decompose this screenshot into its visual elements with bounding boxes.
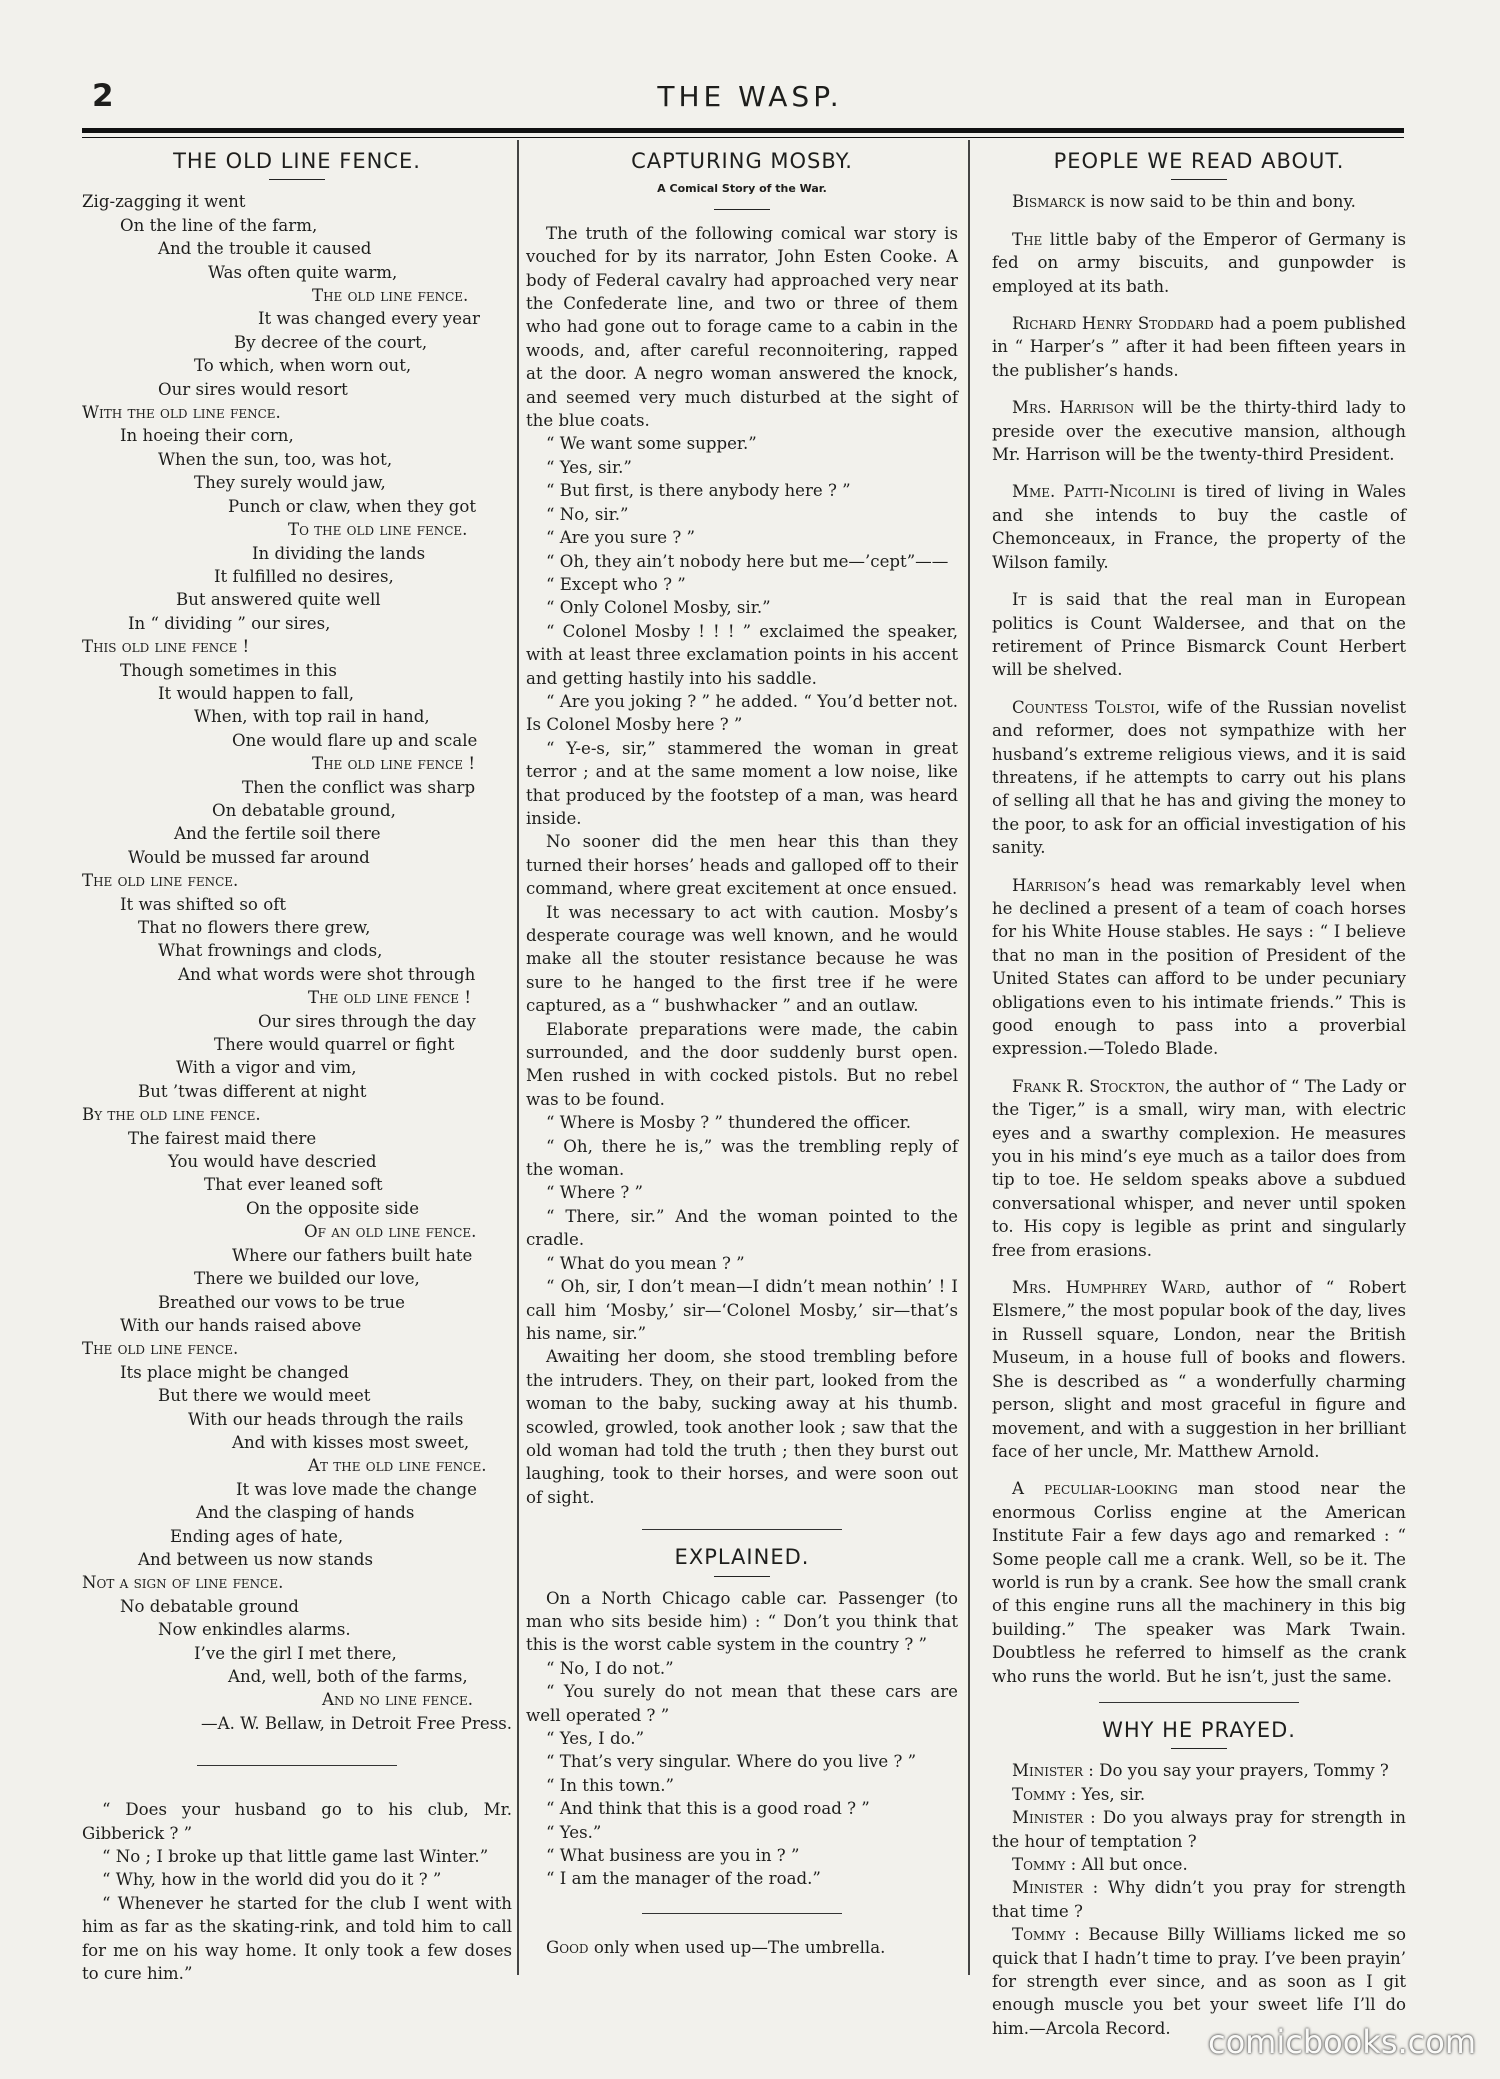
speaker-text: : All but once. (1065, 1855, 1188, 1874)
column-rule-right (968, 140, 970, 1975)
title-rule (269, 179, 325, 180)
people-item-name: A peculiar-looking (1012, 1479, 1178, 1499)
poem-line: And what words were shot through (178, 964, 476, 984)
people-item-text: man stood near the enormous Corliss engine at the American Institute Fair a few days ago and remarked : “ Some people call me a crank. Well, so be it. The world is run by a crank. See how the small crank of this engine runs all the machinery in this big building.” The speaker was Mark Twain. Doubtless he referred to himself as the crank who runs the world. But he isn’t, just the same. (992, 1479, 1406, 1686)
people-item-name: It (1012, 590, 1027, 610)
speaker-text: : Why didn’t you pray for strength that time ? (992, 1878, 1406, 1921)
poem-line: It was shifted so oft (120, 894, 287, 914)
explained-paragraph: “ That’s very singular. Where do you live ? ” (546, 1752, 917, 1772)
mosby-story (526, 222, 958, 1509)
explained-paragraph: “ You surely do not mean that these cars are well operated ? ” (526, 1682, 958, 1725)
poem-signature: —A. W. Bellaw, in Detroit Free Press. (201, 1713, 512, 1733)
prayed-title: WHY HE PRAYED. (1102, 1717, 1296, 1742)
mosby-paragraph: “ Y-e-s, sir,” stammered the woman in great terror ; and at the same moment a low noise, like that produced by the footstep of a man, was heard inside. (526, 738, 958, 828)
mosby-paragraph: “ What do you mean ? ” (546, 1253, 745, 1273)
poem-line: To which, when worn out, (194, 356, 412, 376)
explained-paragraph: “ Yes.” (546, 1822, 602, 1842)
dialogue-line (992, 1783, 1406, 1806)
title-rule (714, 209, 770, 210)
poem-line: On the line of the farm, (120, 215, 318, 235)
mosby-paragraph: It was necessary to act with caution. Mosby’s desperate courage was well known, and he would make all the stouter resistance because he was sure to he hanged to the first tree if he were captured, as a “ bushwhacker ” and an outlaw. (526, 902, 958, 1016)
poem-line: It fulfilled no desires, (214, 566, 394, 586)
people-item-name: Harrison (1012, 875, 1087, 895)
speaker-text: : Because Billy Williams licked me so quick that I hadn’t time to pray. I’ve been prayin’ for strength ever since, and as soon as I git enough muscle you bet your sweet life I’ll do him.—Arcola Record. (992, 1925, 1406, 2038)
poem-line: And the clasping of hands (196, 1503, 415, 1523)
speaker-name: Tommy (1012, 1925, 1066, 1945)
people-item-text: the author of “ The Lady or the Tiger,” is a small, wiry man, with electric eyes and a swarthy complexion. He measures you in his mind’s eye much as a tailor does from tip to toe. He seldom speaks above a subdued conversational whisper, and never until spoken to. His copy is legible as print and singularly free from erasions. (992, 1076, 1406, 1260)
poem-line: In dividing the lands (252, 543, 426, 563)
poem-line: And with kisses most sweet, (232, 1432, 470, 1452)
poem-line: Now enkindles alarms. (158, 1620, 351, 1640)
poem-line: Zig-zagging it went (82, 192, 246, 212)
people-item-name: Mrs. Harrison (1012, 398, 1135, 418)
column-center (526, 148, 958, 1959)
poem-line: Then the conflict was sharp (242, 777, 476, 797)
explained-paragraph: “ And think that this is a good road ? ” (546, 1799, 870, 1819)
poem-line: The old line fence. (82, 1339, 239, 1359)
masthead: THE WASP. (657, 80, 843, 113)
poem-line: But there we would meet (158, 1386, 371, 1406)
mosby-paragraph: “ Oh, sir, I don’t mean—I didn’t mean nothin’ ! I call him ‘Mosby,’ sir—‘Colonel Mosby,’ sir—that’s his name, sir.” (526, 1277, 958, 1343)
poem-line: And no line fence. (322, 1690, 474, 1710)
column-left (82, 148, 512, 1985)
explained-paragraph: “ In this town.” (546, 1775, 675, 1795)
poem-line: You would have descried (168, 1152, 377, 1172)
mosby-paragraph: “ We want some supper.” (546, 434, 757, 454)
poem-line: There we builded our love, (194, 1269, 420, 1289)
poem-line: At the old line fence. (308, 1456, 487, 1476)
poem-line: This old line fence ! (82, 637, 250, 657)
poem-line: It was changed every year (258, 309, 480, 329)
dialogue-line (992, 1876, 1406, 1923)
poem-line: Of an old line fence. (304, 1222, 477, 1242)
poem-line: To the old line fence. (288, 520, 468, 540)
poem-line: That no flowers there grew, (138, 918, 371, 937)
poem-line: Its place might be changed (120, 1362, 349, 1382)
poem-line: What frownings and clods, (158, 941, 383, 961)
column-rule-left (517, 140, 519, 1975)
mosby-paragraph: “ No, sir.” (546, 504, 629, 524)
poem-line: The old line fence ! (308, 988, 471, 1008)
people-item-text: will be the thirty-third lady to preside over the executive mansion, although Mr. Harrison will be the twenty-third President. (992, 398, 1406, 465)
people-item (992, 1276, 1406, 1463)
people-item (992, 312, 1406, 382)
section-divider (642, 1913, 842, 1914)
explained-paragraph: “ What business are you in ? ” (546, 1846, 800, 1866)
people-item (992, 874, 1406, 1061)
poem-line: I’ve the girl I met there, (194, 1643, 397, 1663)
speaker-name: Tommy (1012, 1855, 1066, 1874)
speaker-name: Minister (1012, 1808, 1083, 1828)
poem-line: It was love made the change (236, 1479, 477, 1499)
people-item-text: author of “ Robert Elsmere,” the most popular book of the day, lives in Russell square, London, near the British Museum, in a house full of books and flowers. She is described as “ a wonderfully charming person, slight and most graceful in figure and movement, and with a suggestion in her brilliant face of her uncle, Mr. Matthew Arnold. (992, 1278, 1406, 1461)
poem-line: But ’twas different at night (138, 1081, 367, 1101)
poem-line: Though sometimes in this (120, 660, 337, 680)
poem-line: With the old line fence. (82, 403, 281, 423)
poem-line: No debatable ground (120, 1596, 299, 1616)
poem-line: When the sun, too, was hot, (158, 449, 393, 469)
poem-line: When, with top rail in hand, (194, 707, 430, 727)
poem-line: The old line fence. (312, 286, 469, 306)
mosby-title: CAPTURING MOSBY. (631, 149, 853, 173)
mosby-paragraph: No sooner did the men hear this than they turned their horses’ heads and galloped off to their command, where great excitement at once ensued. (526, 832, 958, 899)
people-item-text: is said that the real man in European politics is Count Waldersee, and that on the retirement of Prince Bismarck Count Herbert will be shelved. (992, 590, 1406, 680)
poem-title: THE OLD LINE FENCE. (173, 149, 421, 173)
club-joke (82, 1798, 512, 1985)
speaker-text: : Do you always pray for strength in the hour of temptation ? (992, 1808, 1406, 1851)
club-paragraph: “ Whenever he started for the club I went with him as far as the skating-rink, and told him to call for me on his way home. It only took a few doses to cure him.” (82, 1893, 512, 1984)
people-item (992, 1477, 1406, 1688)
poem-line: One would flare up and scale (232, 730, 478, 750)
poem-line: The old line fence ! (312, 754, 475, 774)
people-item-name: Richard Henry Stoddard (1012, 314, 1214, 334)
speaker-text: : Do you say your prayers, Tommy ? (1083, 1761, 1389, 1781)
explained-paragraph: “ I am the manager of the road.” (546, 1869, 821, 1889)
prayed-dialogue (992, 1759, 1406, 2040)
explained-story (526, 1587, 958, 1891)
mosby-paragraph: “ Are you joking ? ” he added. “ You’d better not. Is Colonel Mosby here ? ” (526, 691, 958, 735)
mosby-paragraph: “ Are you sure ? ” (546, 528, 695, 548)
poem-line: There would quarrel or fight (214, 1035, 455, 1055)
poem-line: Ending ages of hate, (170, 1526, 344, 1546)
section-divider (197, 1765, 397, 1766)
people-items (992, 190, 1406, 1688)
poem-line: Would be mussed far around (128, 847, 370, 867)
explained-paragraph: “ No, I do not.” (546, 1658, 674, 1678)
poem-line: With our heads through the rails (188, 1409, 464, 1429)
poem-line: By decree of the court, (234, 332, 428, 352)
mosby-paragraph: “ Yes, sir.” (546, 457, 632, 477)
mosby-subtitle: A Comical Story of the War. (657, 182, 827, 196)
speaker-name: Minister (1012, 1878, 1083, 1898)
poem-line: The fairest maid there (128, 1128, 317, 1148)
title-rule (714, 1576, 770, 1577)
poem-line: Breathed our vows to be true (158, 1292, 405, 1312)
poem-line: In “ dividing ” our sires, (128, 613, 331, 633)
poem-line: And, well, both of the farms, (228, 1667, 468, 1686)
people-item-text: is now said to be thin and bony. (1085, 192, 1356, 212)
section-divider (642, 1529, 842, 1530)
explained-title: EXPLAINED. (674, 1545, 810, 1570)
site-watermark: comicbooks.com (1207, 2023, 1476, 2061)
poem-line: Where our fathers built hate (232, 1245, 473, 1265)
people-item (992, 190, 1406, 213)
people-title: PEOPLE WE READ ABOUT. (1053, 149, 1345, 173)
mosby-paragraph: “ Colonel Mosby ! ! ! ” exclaimed the speaker, with at least three exclamation points in his accent and getting hastily into his saddle. (526, 621, 958, 688)
poem-line: On the opposite side (246, 1198, 420, 1218)
mosby-paragraph: “ There, sir.” And the woman pointed to the cradle. (526, 1206, 958, 1250)
poem-line: But answered quite well (176, 590, 381, 610)
explained-paragraph: On a North Chicago cable car. Passenger (to man who sits beside him) : “ Don’t you think that this is the worst cable system in the country ? ” (526, 1588, 958, 1655)
poem-line: In hoeing their corn, (120, 426, 294, 446)
people-item-text: wife of the Russian novelist and reformer, does not sympathize with her husband’s extreme religious views, and it is said threatens, if he attempts to carry out his plans of selling all that he has and giving the money to the poor, to ask for an official investigation of his sanity. (992, 697, 1406, 858)
header-rule (82, 128, 1404, 133)
poem-line: And the fertile soil there (174, 824, 381, 844)
people-item (992, 228, 1406, 298)
people-item (992, 588, 1406, 682)
poem-line: On debatable ground, (212, 800, 396, 820)
dialogue-line (992, 1759, 1406, 1782)
people-item (992, 1075, 1406, 1262)
people-item (992, 696, 1406, 860)
poem-line: With a vigor and vim, (176, 1058, 357, 1078)
people-item (992, 480, 1406, 574)
people-item-name: Countess Tolstoi, (1012, 697, 1161, 717)
mosby-paragraph: “ Except who ? ” (546, 574, 686, 594)
people-item-name: The (1012, 229, 1043, 249)
mosby-paragraph: “ Where is Mosby ? ” thundered the officer. (546, 1113, 911, 1133)
people-item-name: Bismarck (1012, 192, 1086, 212)
poem-line: It would happen to fall, (158, 683, 355, 703)
people-item (992, 396, 1406, 466)
mosby-paragraph: “ Where ? ” (546, 1183, 644, 1203)
column-right (992, 148, 1406, 2040)
poem-line: Was often quite warm, (208, 262, 398, 282)
explained-paragraph: “ Yes, I do.” (546, 1729, 645, 1748)
poem-line: Our sires would resort (158, 379, 348, 399)
page-number: 2 (92, 78, 114, 114)
umbrella-joke: Good only when used up—The umbrella. (546, 1937, 886, 1957)
speaker-name: Minister (1012, 1761, 1083, 1781)
mosby-paragraph: “ Only Colonel Mosby, sir.” (546, 598, 771, 618)
poem-line: Not a sign of line fence. (82, 1573, 284, 1593)
section-divider (1099, 1702, 1299, 1703)
title-rule (1171, 179, 1227, 180)
poem-line: The old line fence. (82, 871, 239, 891)
mosby-paragraph: “ Oh, they ain’t nobody here but me—’cept”—— (546, 551, 949, 571)
speaker-text: : Yes, sir. (1065, 1784, 1146, 1804)
people-item-name: Frank R. Stockton, (1012, 1076, 1171, 1096)
people-item-name: Mme. Patti-Nicolini (1012, 482, 1176, 502)
dialogue-line (992, 1806, 1406, 1853)
speaker-name: Tommy (1012, 1784, 1066, 1804)
people-item-text: is tired of living in Wales and she intends to buy the castle of Chemonceaux, in France, the property of the Wilson family. (992, 482, 1406, 572)
header-rule-thin (82, 137, 1404, 138)
poem-line: They surely would jaw, (194, 473, 386, 493)
dialogue-line (992, 1853, 1406, 1876)
poem-line: With our hands raised above (120, 1315, 362, 1335)
mosby-paragraph: Elaborate preparations were made, the cabin surrounded, and the door suddenly burst open. Men rushed in with cocked pistols. But no rebel was to be found. (526, 1019, 958, 1109)
people-item-text: had a poem published in “ Harper’s ” after it had been fifteen years in the publisher’s hands. (992, 314, 1406, 380)
club-paragraph: “ Does your husband go to his club, Mr. Gibberick ? ” (82, 1800, 512, 1843)
title-rule (1171, 1748, 1227, 1749)
club-paragraph: “ No ; I broke up that little game last Winter.” (102, 1847, 489, 1867)
mosby-paragraph: “ But first, is there anybody here ? ” (546, 481, 851, 501)
people-item-text: ’s head was remarkably level when he declined a present of a team of coach horses for his White House stables. He says : “ I believe that no man in the position of President of the United States can afford to be under pecuniary obligations even to his intimate friends.” This is good enough to pass into a proverbial expression.—Toledo Blade. (992, 875, 1406, 1059)
mosby-paragraph: The truth of the following comical war story is vouched for by its narrator, John Esten Cooke. A body of Federal cavalry had approached very near the Confederate line, and two or three of them who had gone out to forage came to a cabin in the woods, and, after careful reconnoitering, rapped at the door. A negro woman answered the knock, and seemed very much disturbed at the sight of the blue coats. (526, 223, 958, 431)
poem-line: Punch or claw, when they got (228, 496, 477, 516)
mosby-paragraph: Awaiting her doom, she stood trembling before the intruders. They, on their part, looked from the woman to the baby, sucking away at his thumb. scowled, growled, took another look ; saw that the old woman had told the truth ; then they burst out laughing, took to their horses, and were soon out of sight. (526, 1347, 958, 1507)
poem-body (82, 190, 512, 1711)
mosby-paragraph: “ Oh, there he is,” was the trembling reply of the woman. (526, 1136, 958, 1180)
poem-line: And between us now stands (138, 1549, 374, 1569)
people-item-text: little baby of the Emperor of Germany is fed on army biscuits, and gunpowder is employed at its bath. (992, 229, 1406, 296)
poem-line: Our sires through the day (258, 1011, 476, 1031)
poem-line: By the old line fence. (82, 1105, 261, 1125)
poem-line: And the trouble it caused (158, 239, 372, 259)
people-item-name: Mrs. Humphrey Ward, (1012, 1278, 1211, 1298)
club-paragraph: “ Why, how in the world did you do it ? ” (102, 1870, 442, 1890)
poem-line: That ever leaned soft (204, 1175, 383, 1195)
